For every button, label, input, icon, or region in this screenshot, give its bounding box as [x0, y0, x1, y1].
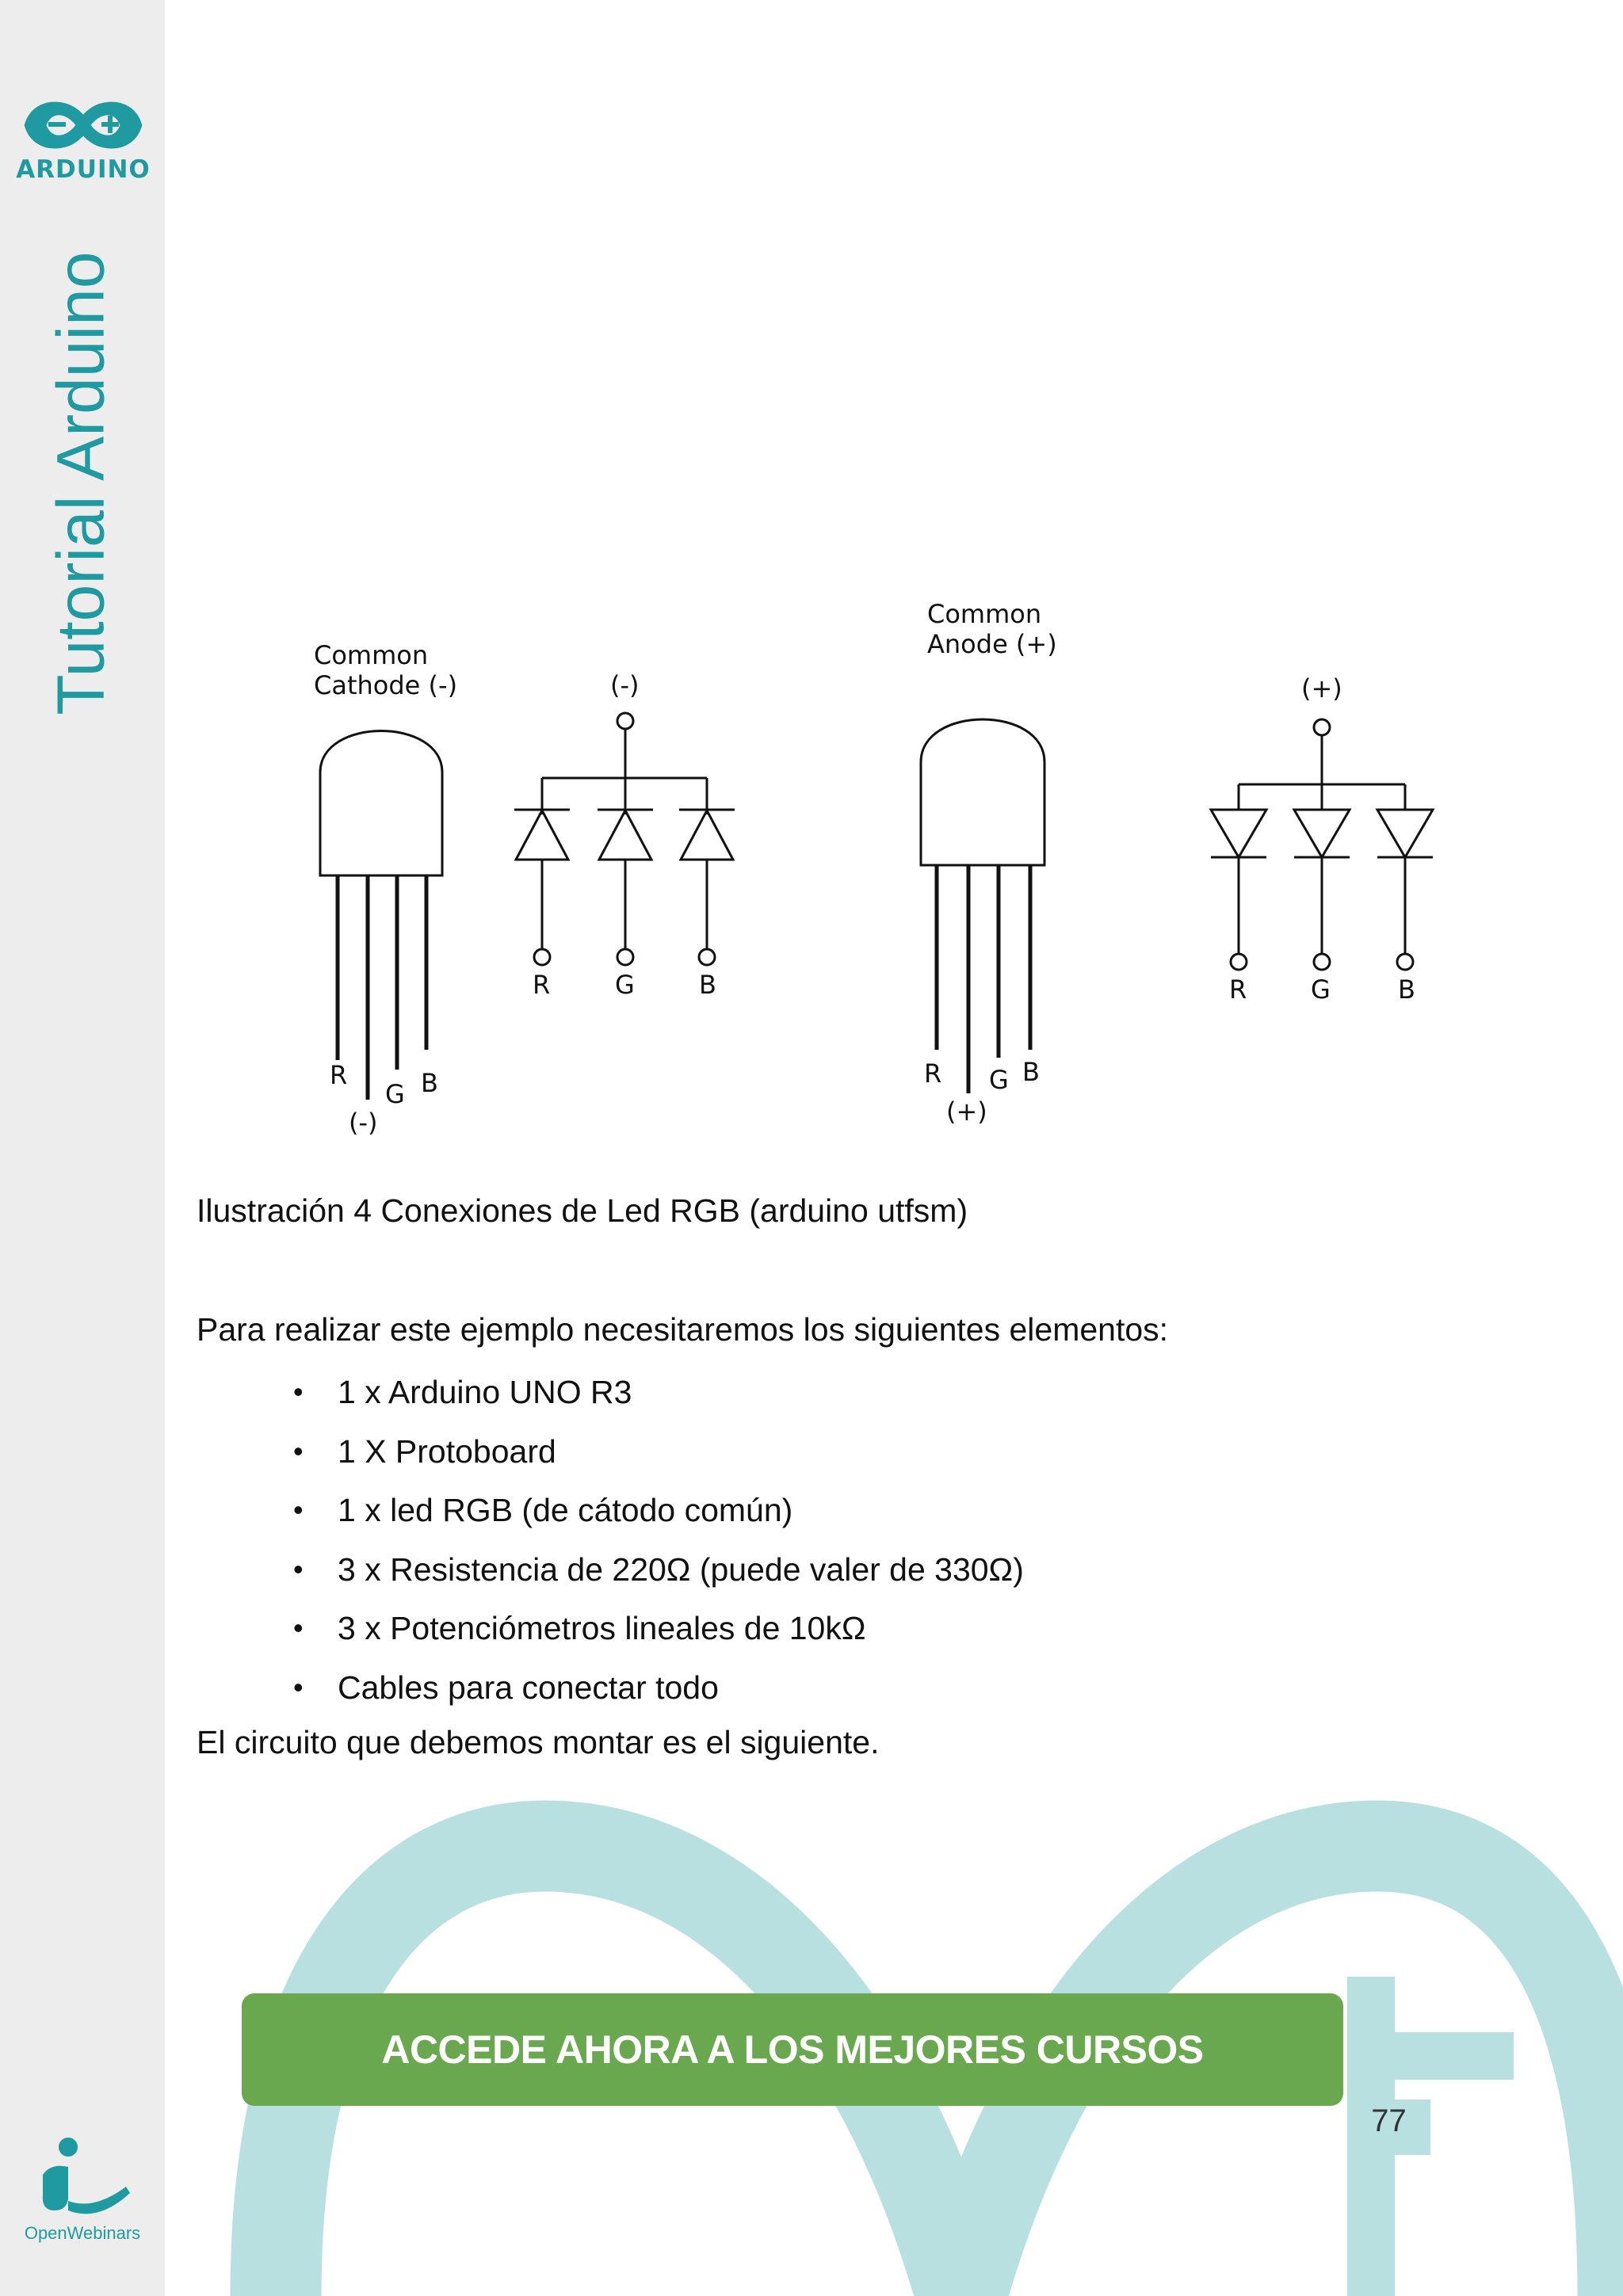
list-item-text: 3 x Potenciómetros lineales de 10kΩ — [338, 1610, 866, 1646]
cathode-pin-g: G — [385, 1079, 405, 1109]
openwebinars-logo — [19, 2131, 146, 2250]
list-item — [293, 1548, 1024, 1608]
intro-paragraph: Para realizar este ejemplo necesitaremos los siguientes elementos: — [197, 1311, 1169, 1348]
anode-pin-r: R — [924, 1058, 942, 1089]
bullet: • — [293, 1611, 304, 1644]
anode-symbol-b: B — [1398, 974, 1415, 1005]
arduino-infinity-icon — [16, 93, 151, 157]
cathode-title-2: Cathode (-) — [314, 670, 458, 700]
bullet: • — [293, 1493, 304, 1526]
cathode-pin-r: R — [330, 1060, 348, 1090]
openwebinars-logo-text: OpenWebinars — [24, 2223, 141, 2243]
common-anode-led — [921, 719, 1044, 1093]
anode-symbol-g: G — [1311, 974, 1331, 1005]
cathode-pin-common: (-) — [349, 1108, 378, 1138]
list-item-text: 1 x led RGB (de cátodo común) — [338, 1492, 793, 1528]
sidebar — [0, 0, 165, 2296]
openwebinars-icon — [19, 2131, 146, 2222]
list-item — [293, 1607, 1024, 1666]
list-item-text: Cables para conectar todo — [338, 1669, 719, 1706]
list-item — [293, 1430, 1024, 1489]
common-cathode-symbol — [514, 713, 735, 965]
anode-title-2: Anode (+) — [927, 629, 1057, 659]
anode-pin-common: (+) — [946, 1097, 987, 1127]
anode-title-1: Common — [927, 599, 1042, 629]
bullet: • — [293, 1670, 304, 1703]
sidebar-title: Tutorial Arduino — [43, 251, 118, 715]
cathode-symbol-g: G — [615, 970, 635, 1000]
cathode-title-1: Common — [314, 640, 429, 670]
common-cathode-led — [320, 731, 442, 1100]
cathode-symbol-b: B — [699, 970, 716, 1000]
outro-paragraph: El circuito que debemos montar es el siguiente. — [197, 1724, 880, 1760]
bullet: • — [293, 1375, 304, 1408]
cathode-symbol-common: (-) — [610, 670, 640, 700]
cta-label: ACCEDE AHORA A LOS MEJORES CURSOS — [381, 2027, 1204, 2072]
list-item-text: 3 x Resistencia de 220Ω (puede valer de 330Ω) — [338, 1550, 1024, 1588]
anode-pin-g: G — [989, 1065, 1009, 1095]
list-item-text: 1 x Arduino UNO R3 — [338, 1374, 632, 1410]
bullet: • — [293, 1552, 304, 1585]
anode-symbol-common: (+) — [1301, 673, 1342, 704]
common-anode-symbol — [1211, 719, 1433, 970]
bullet: • — [293, 1434, 304, 1467]
page-number: 77 — [1347, 2100, 1430, 2155]
cta-courses-button[interactable] — [242, 1993, 1343, 2106]
list-item-text: 1 X Protoboard — [338, 1432, 556, 1470]
list-item — [293, 1371, 1024, 1430]
list-item — [293, 1666, 1024, 1726]
materials-list — [293, 1371, 1024, 1725]
arduino-logo-text: ARDUINO — [16, 155, 151, 184]
list-item — [293, 1489, 1024, 1548]
anode-symbol-r: R — [1229, 974, 1247, 1005]
arduino-logo — [16, 93, 151, 189]
anode-pin-b: B — [1022, 1057, 1040, 1087]
cathode-pin-b: B — [421, 1068, 438, 1098]
figure-caption: Ilustración 4 Conexiones de Led RGB (arduino utfsm) — [197, 1192, 968, 1229]
rgb-led-diagram — [165, 586, 1512, 1157]
cathode-symbol-r: R — [533, 970, 551, 1000]
